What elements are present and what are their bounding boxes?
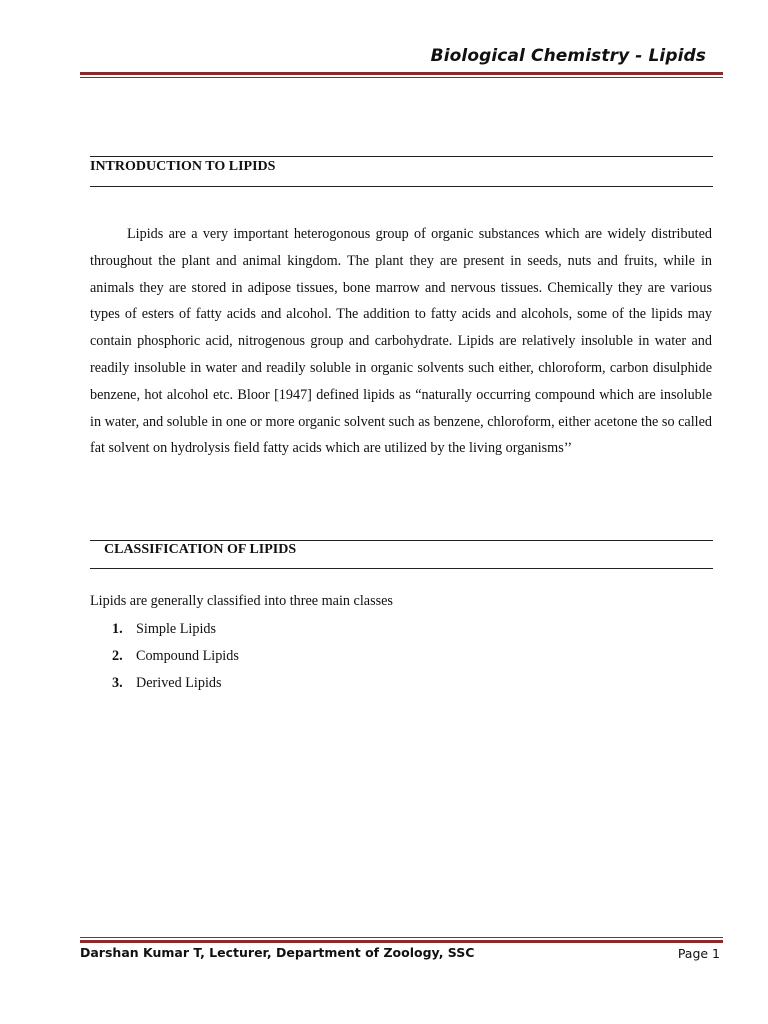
classification-heading-bottom-line	[90, 568, 713, 569]
intro-heading-bottom-line	[90, 186, 713, 187]
footer-rule-thin	[80, 937, 723, 938]
classification-heading: CLASSIFICATION OF LIPIDS	[104, 542, 297, 557]
footer-rule-thick	[80, 940, 723, 943]
list-item	[112, 620, 239, 647]
list-item-label: Compound Lipids	[136, 648, 239, 664]
classification-list	[112, 620, 239, 701]
footer-author: Darshan Kumar T, Lecturer, Department of Zoology, SSC	[80, 945, 475, 960]
list-item	[112, 647, 239, 674]
list-item-label: Simple Lipids	[136, 621, 217, 637]
document-header-title: Biological Chemistry - Lipids	[430, 46, 706, 66]
intro-heading: INTRODUCTION TO LIPIDS	[90, 159, 276, 174]
header-rule-thin	[80, 77, 723, 78]
list-item-number: 3.	[112, 675, 123, 691]
page-number: Page 1	[677, 946, 720, 961]
classification-intro: Lipids are generally classified into three main classes	[90, 593, 393, 609]
list-item-number: 2.	[112, 648, 123, 664]
list-item-label: Derived Lipids	[136, 675, 222, 691]
list-item	[112, 674, 239, 701]
intro-paragraph: Lipids are a very important heterogonous group of organic substances which are widely distributed throughout the plant and animal kingdom. The plant they are present in seeds, nuts and fruits, while in animals they are stored in adipose tissues, bone marrow and nervous tissues. Chemically they are various types of esters of fatty acids and alcohol. The addition to fatty acids and alcohols, some of the lipids may contain phosphoric acid, nitrogenous group and carbohydrate. Lipids are relatively insoluble in water and readily insoluble in water and readily soluble in organic solvents such either, chloroform, carbon disulphide benzene, hot alcohol etc. Bloor [1947] defined lipids as “naturally occurring compound which are insoluble in water, and soluble in one or more organic solvent such as benzene, chloroform, either acetone the so called fat solvent on hydrolysis field fatty acids which are utilized by the living organisms’’	[90, 226, 712, 457]
list-item-number: 1.	[112, 621, 123, 637]
header-rule-thick	[80, 72, 723, 75]
intro-heading-top-line	[90, 156, 713, 157]
classification-heading-top-line	[90, 540, 713, 541]
